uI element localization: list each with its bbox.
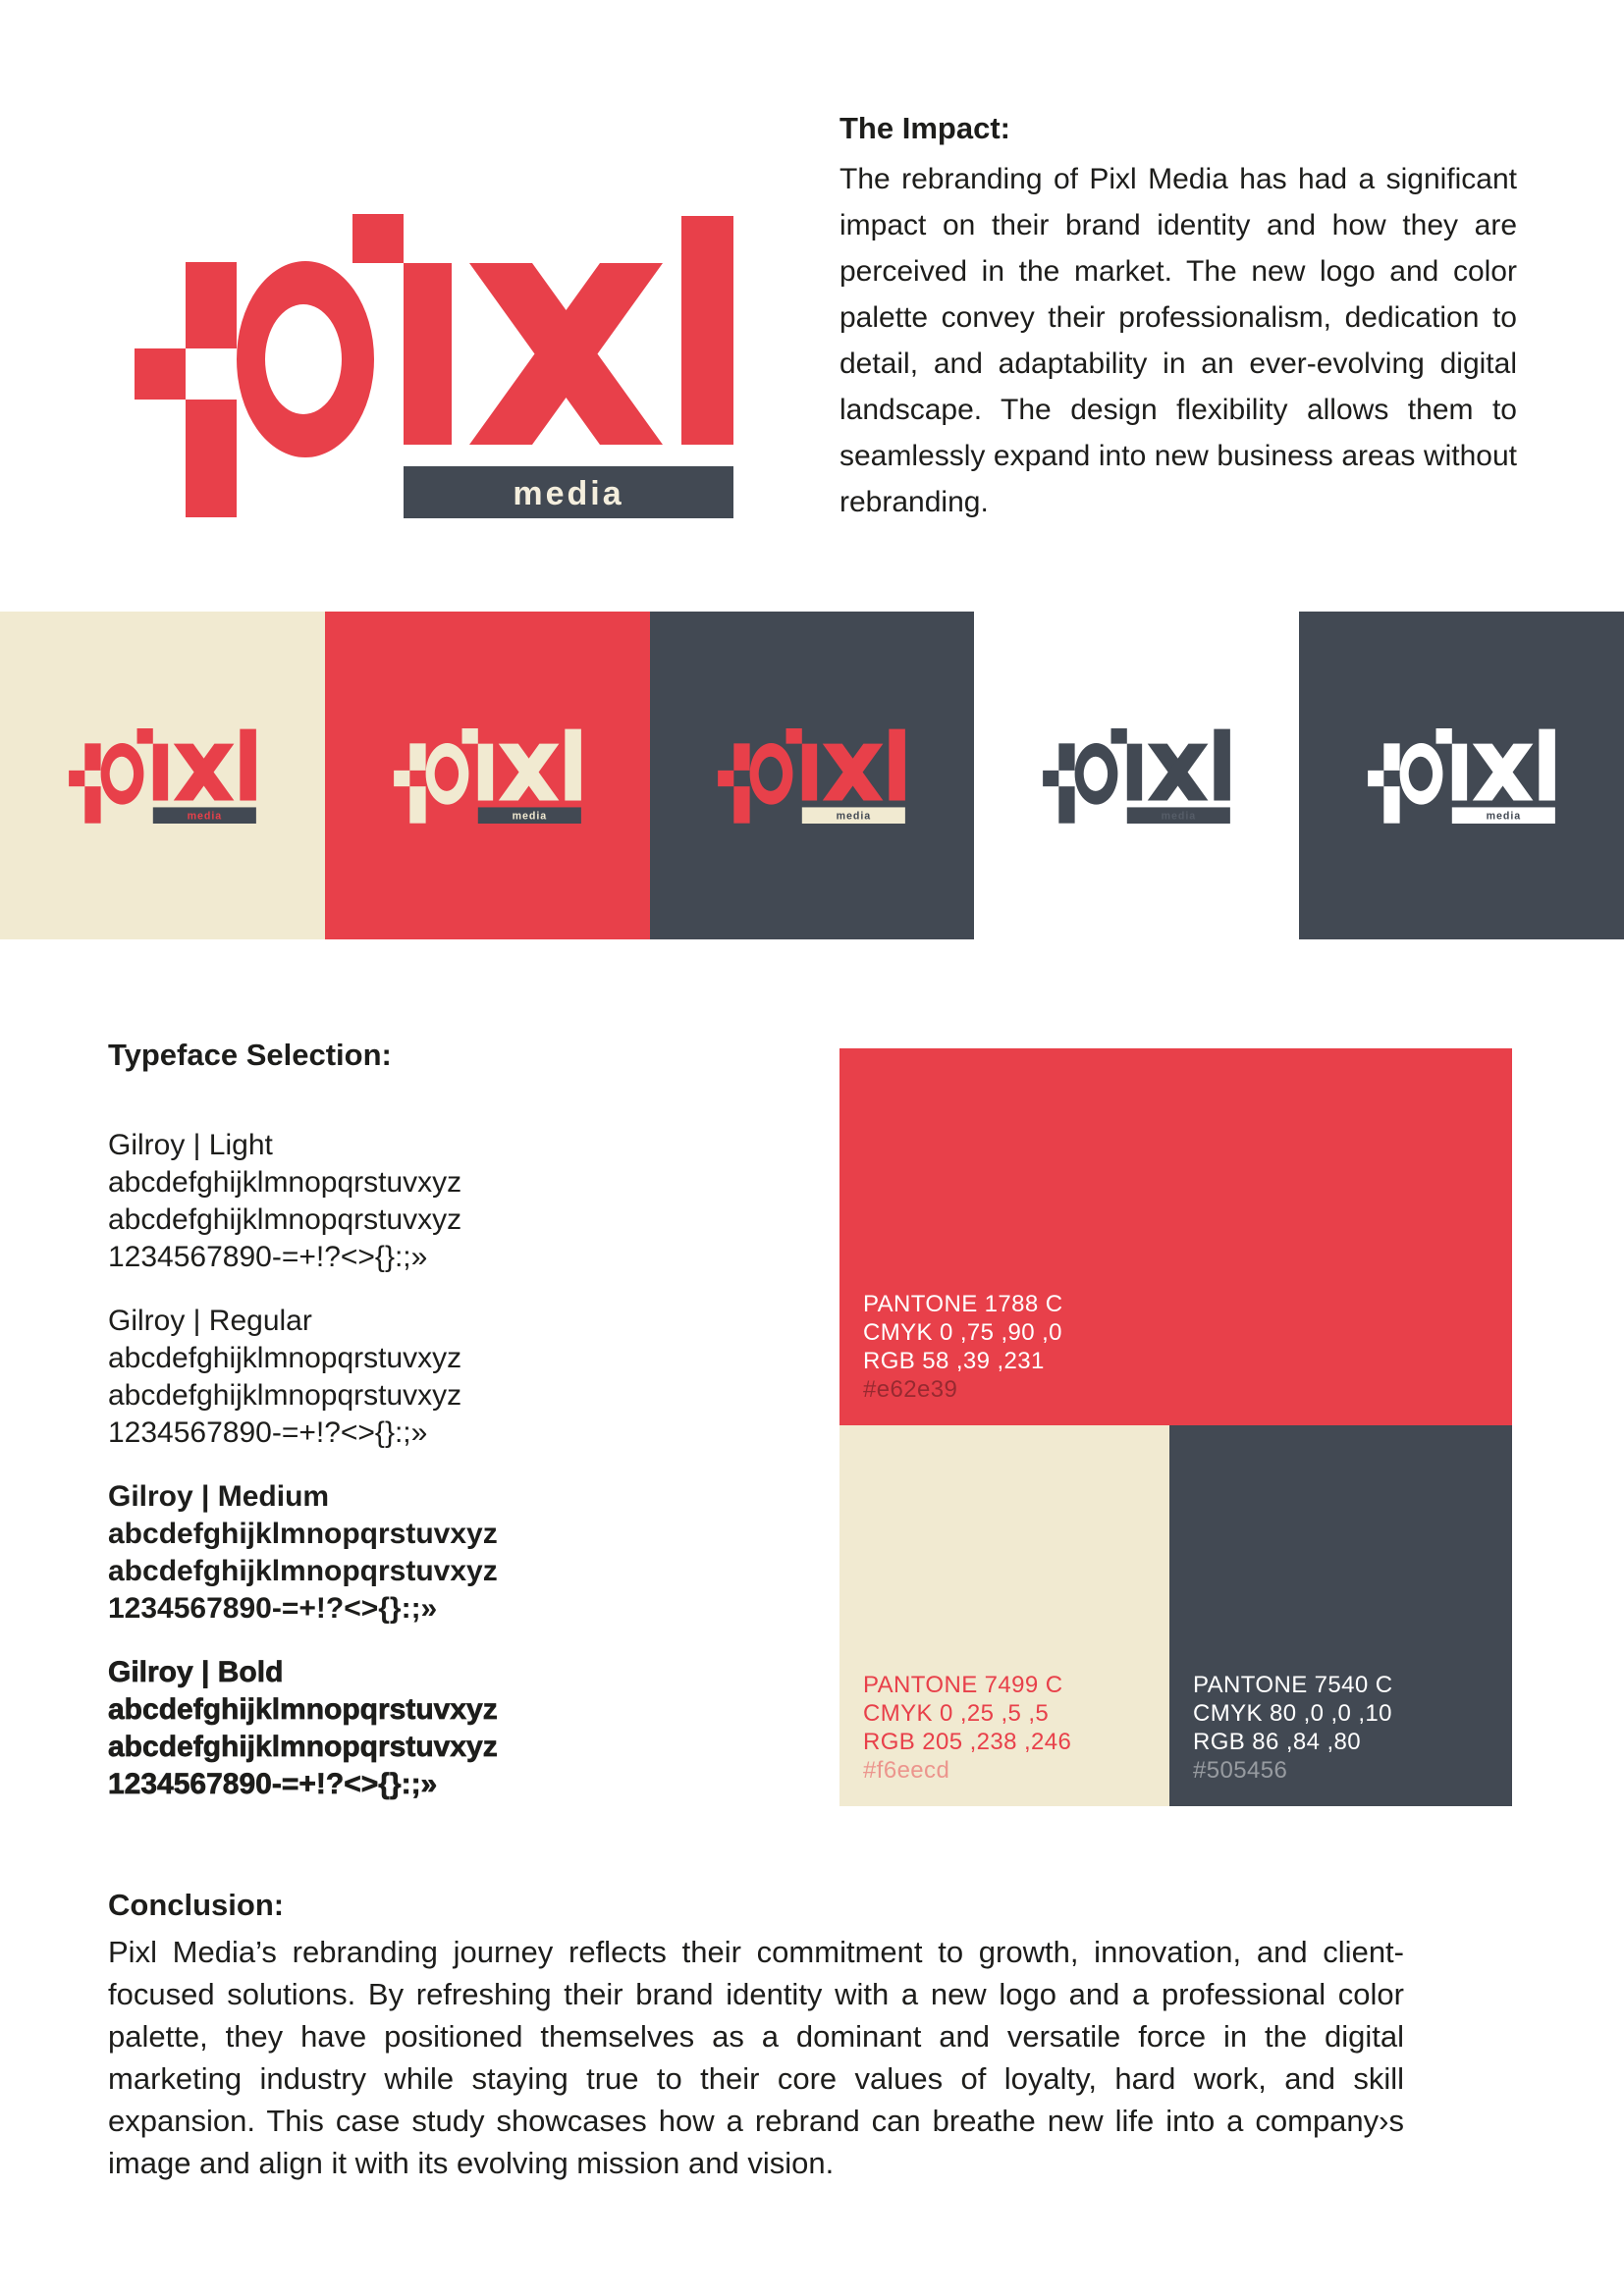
impact-heading: The Impact: <box>839 111 1010 145</box>
hex-value: #505456 <box>1193 1757 1288 1784</box>
type-sample-name: Gilroy | Bold <box>108 1656 284 1688</box>
pixl-logo <box>718 728 905 824</box>
type-sample-line: abcdefghijklmnopqrstuvxyz <box>108 1166 462 1199</box>
type-sample-line: abcdefghijklmnopqrstuvxyz <box>108 1342 462 1374</box>
typeface-heading: Typeface Selection: <box>108 1038 392 1072</box>
pixl-media-logo <box>135 214 733 518</box>
typeface-section <box>108 1037 736 1830</box>
type-sample-name: Gilroy | Light <box>108 1129 273 1161</box>
conclusion-section <box>108 1885 1404 2184</box>
type-sample-line: abcdefghijklmnopqrstuvxyz <box>108 1379 462 1412</box>
conclusion-body: Pixl Media’s rebranding journey reflects their commitment to growth, innovation, and client-focused solutions. By refreshing their brand identity with a new logo and a professional color palette, they have positioned themselves as a dominant and versatile force in the digital marketing industry while staying true to their core values of loyalty, hard work, and skill expansion. This case study showcases how a rebrand can breathe new life into a company›s image and align it with its evolving mission and vision. <box>108 1935 1404 2180</box>
pixl-logo <box>1368 728 1555 824</box>
color-swatch-cream <box>839 1425 1169 1806</box>
type-sample-bold <box>108 1654 736 1803</box>
cmyk-value: CMYK 0 ,75 ,90 ,0 <box>863 1319 1062 1346</box>
type-sample-line: abcdefghijklmnopqrstuvxyz <box>108 1518 498 1550</box>
rgb-value: RGB 86 ,84 ,80 <box>1193 1729 1362 1755</box>
type-sample-line: abcdefghijklmnopqrstuvxyz <box>108 1731 498 1763</box>
swatch-info <box>1193 1671 1392 1785</box>
type-sample-line: 1234567890-=+!?<>{}:;» <box>108 1416 428 1449</box>
pixl-logo <box>1043 728 1230 824</box>
logo-tile-red <box>325 612 650 939</box>
cmyk-value: CMYK 0 ,25 ,5 ,5 <box>863 1700 1050 1727</box>
swatch-info <box>863 1671 1071 1785</box>
rgb-value: RGB 205 ,238 ,246 <box>863 1729 1072 1755</box>
type-sample-medium <box>108 1478 736 1628</box>
hex-value: #f6eecd <box>863 1757 950 1784</box>
type-sample-regular <box>108 1303 736 1452</box>
impact-body: The rebranding of Pixl Media has had a significant impact on their brand identity and how they are perceived in the market. The new logo and color palette convey their professionalism, dedication to detail, and adaptability in an ever-evolving digital landscape. The design flexibility allows them to seamlessly expand into new business areas without rebranding. <box>839 163 1517 518</box>
impact-section <box>839 110 1517 525</box>
type-sample-light <box>108 1127 736 1276</box>
type-sample-line: abcdefghijklmnopqrstuvxyz <box>108 1203 462 1236</box>
pixl-logo <box>394 728 581 824</box>
logo-tile-dark-inverse <box>1299 612 1624 939</box>
type-sample-name: Gilroy | Regular <box>108 1305 312 1337</box>
logo-variations-band <box>0 612 1624 939</box>
color-swatch-red <box>839 1048 1512 1425</box>
conclusion-heading: Conclusion: <box>108 1888 285 1922</box>
swatch-info <box>863 1290 1062 1404</box>
pantone-name: PANTONE 7540 C <box>1193 1672 1393 1698</box>
hex-value: #e62e39 <box>863 1376 958 1403</box>
pantone-name: PANTONE 1788 C <box>863 1291 1063 1317</box>
type-sample-line: abcdefghijklmnopqrstuvxyz <box>108 1555 498 1587</box>
rgb-value: RGB 58 ,39 ,231 <box>863 1348 1045 1374</box>
type-sample-line: 1234567890-=+!?<>{}:;» <box>108 1592 438 1625</box>
cmyk-value: CMYK 80 ,0 ,0 ,10 <box>1193 1700 1392 1727</box>
pixl-logo <box>69 728 256 824</box>
color-swatch-dark <box>1169 1425 1512 1806</box>
logo-tile-dark <box>650 612 975 939</box>
type-sample-line: 1234567890-=+!?<>{}:;» <box>108 1768 438 1800</box>
type-sample-line: abcdefghijklmnopqrstuvxyz <box>108 1693 498 1726</box>
logo-tile-white <box>974 612 1299 939</box>
type-sample-name: Gilroy | Medium <box>108 1480 330 1513</box>
pantone-name: PANTONE 7499 C <box>863 1672 1063 1698</box>
typeface-samples <box>108 1127 736 1803</box>
logo-tile-cream <box>0 612 325 939</box>
type-sample-line: 1234567890-=+!?<>{}:;» <box>108 1241 428 1273</box>
